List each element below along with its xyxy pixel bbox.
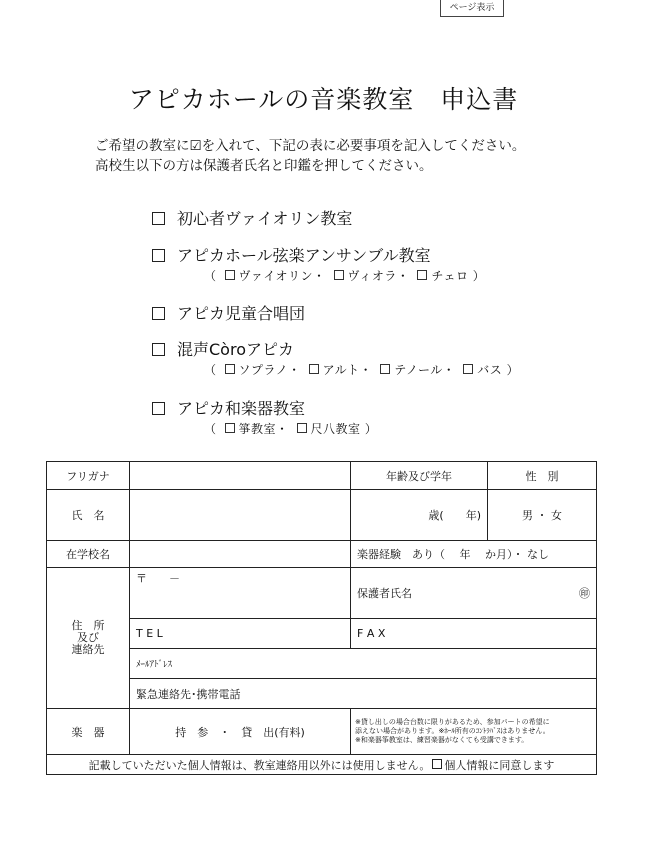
part-checkbox-soprano[interactable] bbox=[225, 364, 235, 374]
instruction-line: 高校生以下の方は保護者氏名と印鑑を押してください。 bbox=[95, 158, 433, 174]
ensemble-part-options: （ ヴァイオリン・ ヴィオラ・ チェロ ） bbox=[204, 269, 486, 283]
furigana-label: フリガナ bbox=[47, 462, 130, 490]
guardian-name-label: 保護者氏名 bbox=[357, 587, 412, 600]
course-label: アピカ和楽器教室 bbox=[177, 399, 306, 418]
age-field[interactable]: 歳( 年) bbox=[351, 490, 488, 541]
privacy-statement: 記載していただいた個人情報は、教室連絡用以外には使用しません。 bbox=[88, 758, 431, 772]
name-field[interactable] bbox=[130, 490, 351, 541]
course-beginner-violin bbox=[152, 206, 352, 229]
instrument-label: 楽 器 bbox=[47, 709, 130, 755]
application-form-table bbox=[46, 461, 597, 775]
part-checkbox-alto[interactable] bbox=[309, 364, 319, 374]
course-japanese-instruments bbox=[152, 396, 305, 419]
part-checkbox-bass[interactable] bbox=[463, 364, 473, 374]
part-checkbox-violin[interactable] bbox=[225, 270, 235, 280]
privacy-agreement bbox=[47, 755, 597, 775]
option-checkbox-shakuhachi[interactable] bbox=[297, 423, 307, 433]
part-checkbox-viola[interactable] bbox=[334, 270, 344, 280]
option-checkbox-koto[interactable] bbox=[225, 423, 235, 433]
age-grade-label: 年齢及び学年 bbox=[351, 462, 488, 490]
gender-options[interactable]: 男 ・ 女 bbox=[488, 490, 597, 541]
privacy-agree-label: 個人情報に同意します bbox=[444, 758, 555, 772]
part-checkbox-cello[interactable] bbox=[417, 270, 427, 280]
guardian-name-field[interactable] bbox=[351, 568, 597, 619]
fax-field[interactable]: F A X bbox=[351, 619, 597, 649]
course-childrens-choir bbox=[152, 301, 305, 324]
part-checkbox-tenor[interactable] bbox=[380, 364, 390, 374]
course-label: アピカ児童合唱団 bbox=[177, 304, 306, 323]
postal-address-field[interactable]: 〒 － bbox=[130, 568, 351, 619]
emergency-contact-field[interactable]: 緊急連絡先･携帯電話 bbox=[130, 679, 597, 709]
gender-label: 性 別 bbox=[488, 462, 597, 490]
course-label: アピカホール弦楽アンサンブル教室 bbox=[177, 246, 431, 265]
course-checkbox[interactable] bbox=[152, 402, 165, 415]
school-field[interactable] bbox=[130, 541, 351, 568]
name-label: 氏 名 bbox=[47, 490, 130, 541]
course-mixed-choir bbox=[152, 337, 294, 360]
course-string-ensemble bbox=[152, 243, 431, 266]
page-view-button[interactable]: ページ表示 bbox=[440, 0, 504, 17]
instructions bbox=[95, 136, 525, 176]
course-checkbox[interactable] bbox=[152, 307, 165, 320]
instrument-options[interactable]: 持 参 ・ 貸 出(有料) bbox=[130, 709, 351, 755]
tel-field[interactable]: T E L bbox=[130, 619, 351, 649]
choir-part-options: （ ソプラノ・ アルト・ テノール・ バス ） bbox=[204, 363, 520, 377]
course-checkbox[interactable] bbox=[152, 212, 165, 225]
seal-mark: ㊞ bbox=[579, 587, 590, 600]
privacy-agree-checkbox[interactable] bbox=[432, 759, 442, 769]
course-checkbox[interactable] bbox=[152, 343, 165, 356]
japanese-instrument-options: （ 箏教室・ 尺八教室 ） bbox=[204, 422, 378, 436]
instrument-note: ※貸し出しの場合台数に限りがあるため、参加パートの希望に 添えない場合があります。※ﾎｰﾙ所有のｺﾝﾄﾗﾊﾞｽはありません。 ※和楽器筝教室は、練習楽器がなくても受講できます。 bbox=[351, 709, 597, 755]
email-field[interactable]: ﾒｰﾙｱﾄﾞﾚｽ bbox=[130, 649, 597, 679]
course-label: 初心者ヴァイオリン教室 bbox=[177, 209, 353, 228]
course-checkbox[interactable] bbox=[152, 249, 165, 262]
school-label: 在学校名 bbox=[47, 541, 130, 568]
page-title: アピカホールの音楽教室 申込書 bbox=[128, 85, 519, 114]
instruction-line: ご希望の教室に☑を入れて、下記の表に必要事項を記入してください。 bbox=[95, 138, 526, 154]
course-label: 混声Còroアピカ bbox=[177, 340, 294, 359]
furigana-field[interactable] bbox=[130, 462, 351, 490]
instrument-experience[interactable]: 楽器経験 あり（ 年 か月）・ なし bbox=[351, 541, 597, 568]
address-contact-label: 住 所 及び 連絡先 bbox=[47, 568, 130, 709]
